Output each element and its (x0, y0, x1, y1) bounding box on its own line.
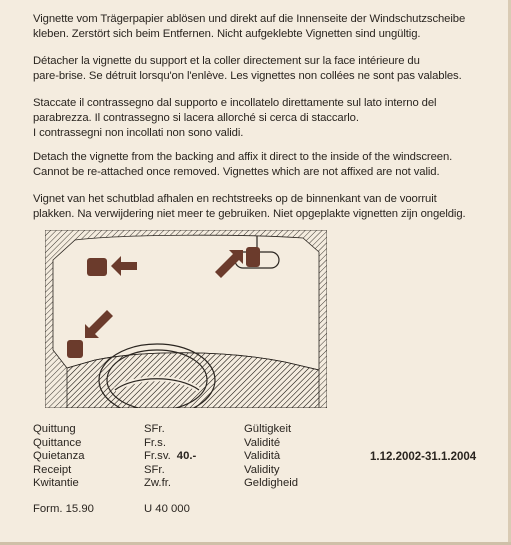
instructions-english (33, 150, 503, 180)
currency-label: Fr.s. (144, 436, 166, 449)
instruction-line: I contrassegni non incollati non sono validi. (33, 127, 244, 139)
validity-label: Validità (244, 450, 281, 463)
vignette-sticker-bottom-left (67, 340, 83, 358)
receipt-label: Quietanza (33, 450, 85, 463)
instructions-dutch (33, 192, 503, 222)
vignette-sticker-top-left (87, 258, 107, 276)
receipt-label: Receipt (33, 463, 72, 476)
validity-label: Validity (244, 463, 280, 476)
instruction-line: plakken. Na verwijdering niet meer te gebruiken. Niet opgeplakte vignetten zijn ongeldig. (33, 208, 466, 220)
currency-label: Zw.fr. (144, 477, 171, 490)
arrow-diagonal-down-left-icon (85, 310, 113, 338)
currency-label: SFr. (144, 423, 165, 435)
instructions-french (33, 54, 503, 84)
form-number: Form. 15.90 (33, 503, 94, 515)
instructions-italian (33, 96, 503, 141)
validity-label: Gültigkeit (244, 423, 292, 435)
instruction-line: Cannot be re-attached once removed. Vignettes which are not affixed are not valid. (33, 166, 440, 178)
validity-dates: 1.12.2002-31.1.2004 (370, 451, 477, 463)
instruction-line: pare-brise. Se détruit lorsqu'on l'enlève. Les vignettes non collées ne sont pas valables. (33, 70, 462, 82)
vignette-sticker-top-right (246, 247, 260, 267)
serial-number: U 40 000 (144, 503, 190, 515)
instruction-line: Vignette vom Trägerpapier ablösen und direkt auf die Innenseite der Windschutzscheibe (33, 13, 466, 25)
instruction-line: Detach the vignette from the backing and affix it direct to the inside of the windscreen. (33, 151, 453, 163)
receipt-label: Quittance (33, 436, 82, 449)
currency-labels (144, 423, 196, 491)
instruction-line: kleben. Zerstört sich beim Entfernen. Nicht aufgeklebte Vignetten sind ungültig. (33, 28, 421, 40)
validity-label: Validité (244, 436, 281, 449)
currency-label: SFr. (144, 463, 165, 476)
validity-labels (244, 423, 298, 491)
arrow-left-icon (111, 256, 143, 276)
windscreen-diagram (45, 230, 327, 408)
instruction-line: Staccate il contrassegno dal supporto e incollatelo direttamente sul lato interno del (33, 97, 437, 109)
dashboard (67, 353, 319, 408)
instruction-line: Détacher la vignette du support et la coller directement sur la face intérieure du (33, 55, 420, 67)
instruction-line: parabrezza. Il contrassegno si lacera allorché si cerca di staccarlo. (33, 112, 359, 124)
instructions-german (33, 12, 503, 42)
instruction-line: Vignet van het schutblad afhalen en rechtstreeks op de binnenkant van de voorruit (33, 193, 437, 205)
amount-value: 40.- (176, 450, 197, 463)
receipt-labels (33, 423, 85, 491)
currency-label: Fr.sv. (144, 450, 171, 463)
validity-label: Geldigheid (244, 477, 299, 490)
receipt-label: Kwitantie (33, 477, 79, 490)
receipt-label: Quittung (33, 423, 76, 435)
